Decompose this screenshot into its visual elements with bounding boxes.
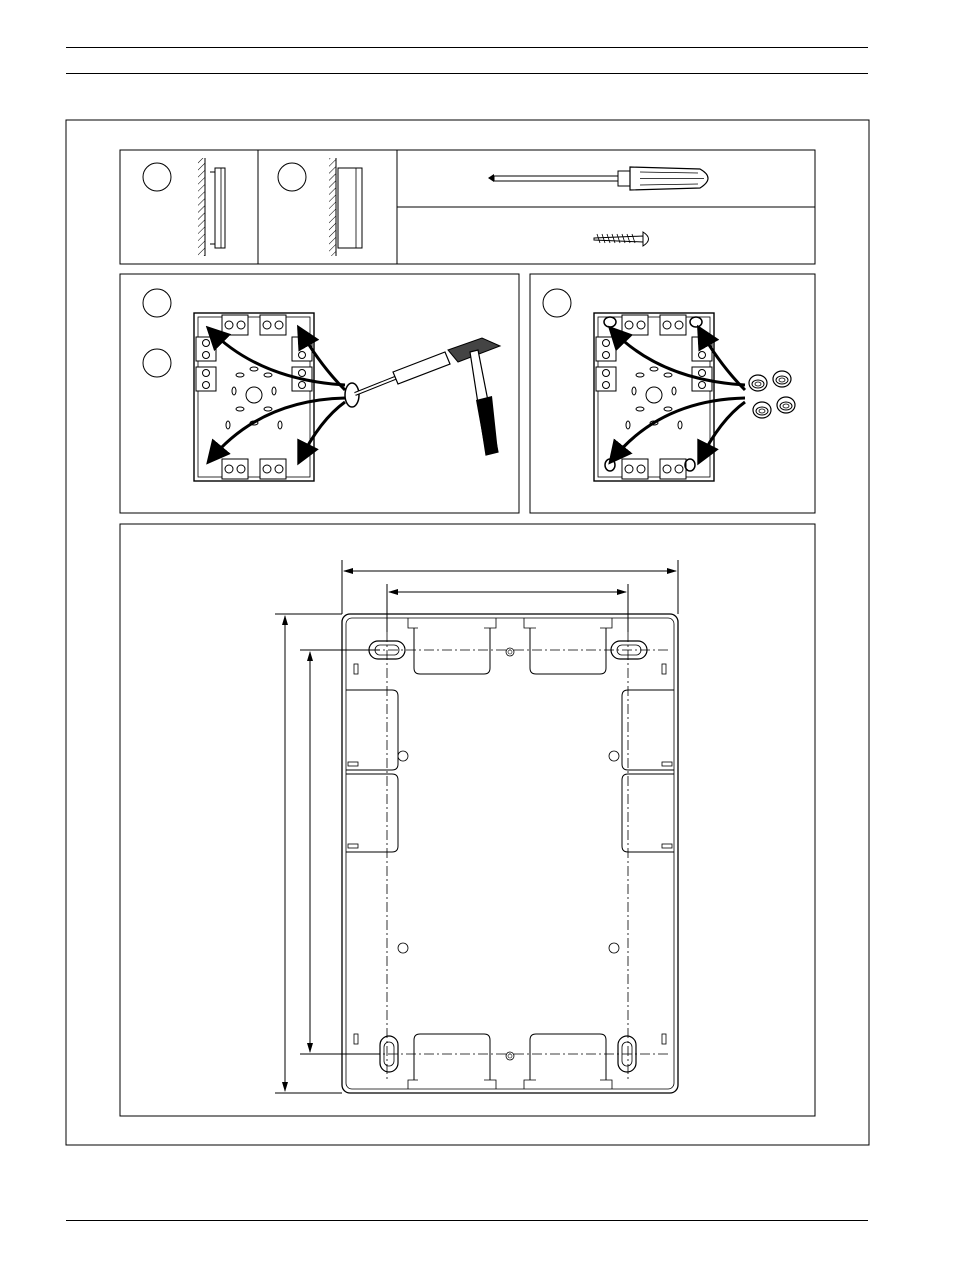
grommet-icon bbox=[749, 371, 795, 418]
wall-box-flush-icon bbox=[143, 158, 225, 256]
dimension-drawing bbox=[120, 524, 815, 1116]
grommet-step bbox=[530, 274, 815, 513]
top-row-panels bbox=[120, 150, 815, 264]
screwdriver-icon bbox=[488, 167, 708, 190]
knockout-step bbox=[120, 274, 519, 513]
back-box-icon bbox=[594, 313, 714, 481]
hammer-icon bbox=[448, 338, 500, 455]
center-lines bbox=[352, 632, 668, 1080]
wall-box-recessed-icon bbox=[278, 158, 362, 256]
screw-icon bbox=[594, 232, 649, 246]
screwdriver-icon bbox=[355, 352, 450, 394]
